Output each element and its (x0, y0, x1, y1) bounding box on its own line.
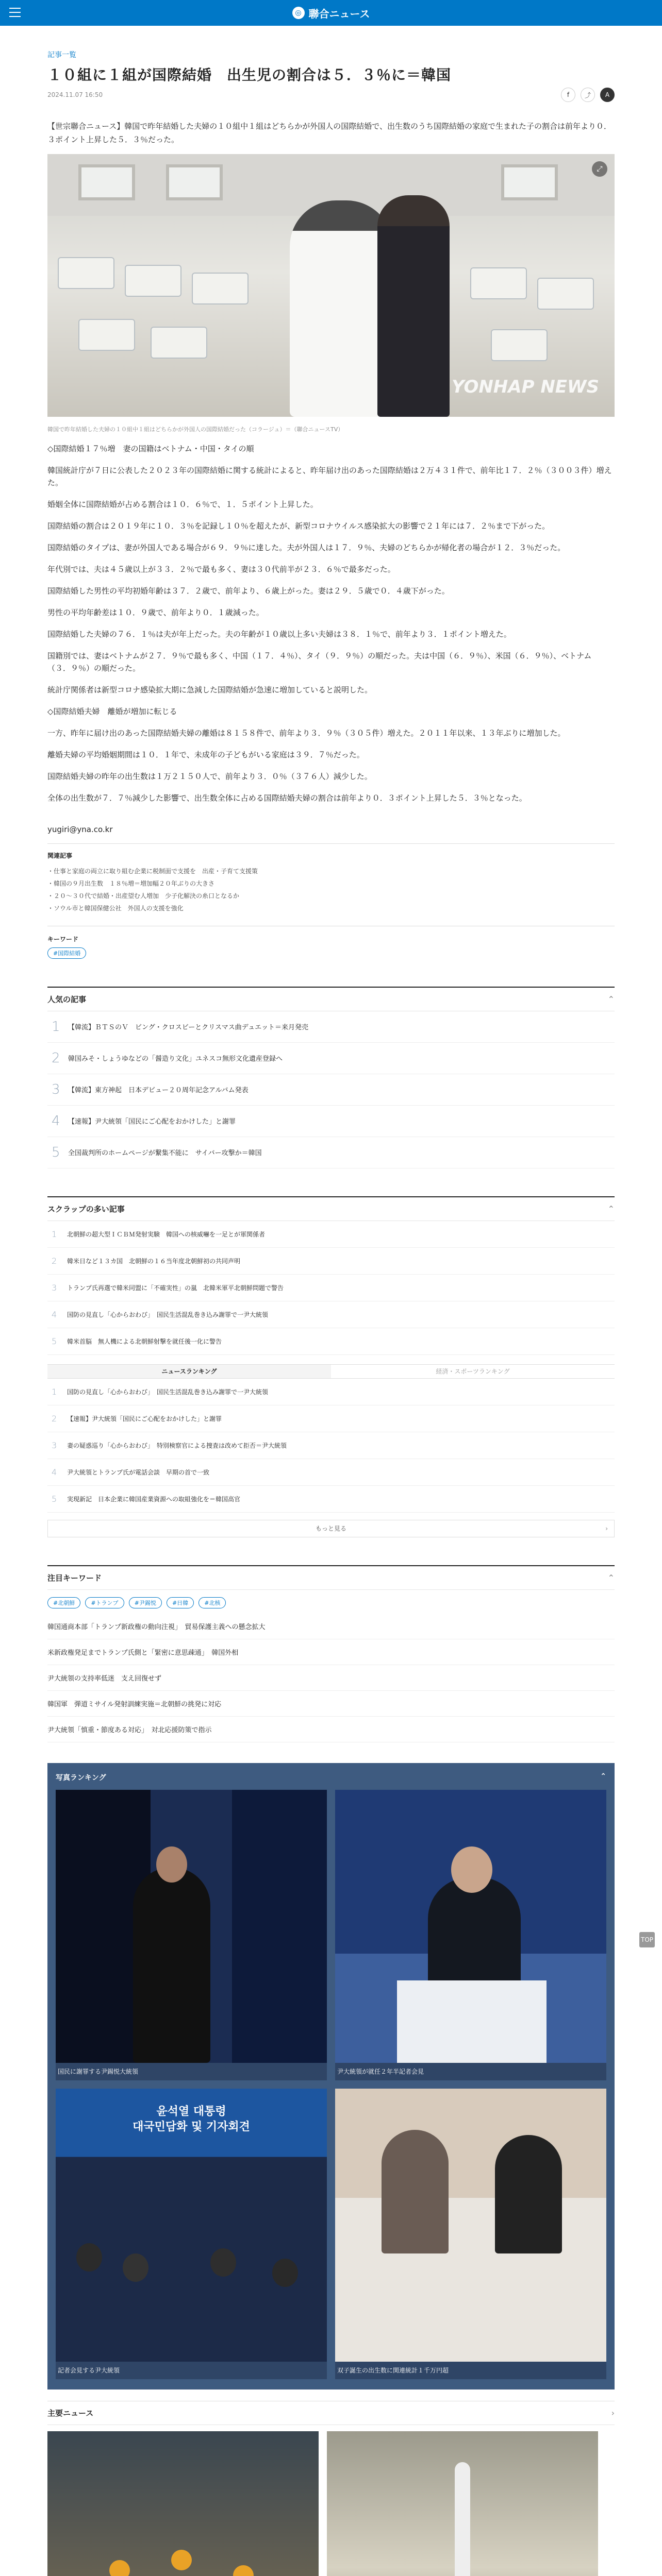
rank-text: 【韓流】ＢＴＳのＶ ビング・クロスビーとクリスマス曲デュエット＝来月発売 (68, 1024, 309, 1031)
author-email[interactable]: yugiri@yna.co.kr (47, 824, 113, 834)
article-paragraph: 国籍別では、妻はベトナムが２７．９％で最も多く、中国（１７．４％）、タイ（９．９％）の順だった。夫は中国（６．９％）、米国（６．９％）、ベトナム（３．９％）の順だった。 (47, 651, 592, 673)
rank-number: 1 (52, 1229, 57, 1239)
hero-crib (151, 327, 207, 359)
photo-caption: 国民に謝罪する尹錫悦大統領 (56, 2063, 327, 2080)
popular-item[interactable] (47, 1106, 615, 1137)
rescuer-helmet (171, 2550, 192, 2570)
scrap-item[interactable] (47, 1221, 615, 1248)
scrap-item[interactable] (47, 1248, 615, 1275)
hero-watermark: YONHAP NEWS (452, 376, 599, 397)
rank-text: トランプ氏再選で韓米同盟に「不確実性」の嵐 北韓米軍平北朝鮮問題で警告 (67, 1284, 284, 1292)
related-title: 関連記事 (47, 852, 73, 859)
article-paragraph: 韓国統計庁が７日に公表した２０２３年の国際結婚に関する統計によると、昨年届け出のあった国際結婚は２万４３１件で、前年比１７．２％（３００３件）増えた。 (47, 465, 612, 487)
article-lead: 【世宗聯合ニュース】韓国で昨年結婚した夫婦の１０組中１組はどちらかが外国人の国際結婚で、出生数のうち国際結婚の家庭で生まれた子の割合は前年より０．３ポイント上昇した５．３％だった。 (47, 122, 611, 145)
scrap-item[interactable] (47, 1328, 615, 1355)
photo-figure (133, 1867, 210, 2063)
photo-image (56, 2089, 327, 2362)
related-articles (47, 843, 615, 914)
rank-number: 2 (52, 1050, 60, 1066)
photo-image (335, 1790, 606, 2063)
rank-number: 2 (52, 1256, 57, 1266)
main-news-image (47, 2431, 319, 2576)
rank-text: 韓米日など１３カ国 北朝鮮の１６当年度北朝鮮初の共同声明 (67, 1257, 241, 1265)
article-paragraph: ◇国際結婚１７％増 妻の国籍はベトナム・中国・タイの順 (47, 444, 254, 453)
scrap-item[interactable] (47, 1301, 615, 1328)
photo-head (451, 1846, 492, 1893)
photo-card[interactable] (56, 2089, 327, 2379)
keyword-article[interactable]: 尹大統領の支持率低迷 支え回復せず (47, 1665, 615, 1691)
news-rank-item[interactable] (47, 1379, 615, 1405)
news-rank-item[interactable] (47, 1405, 615, 1432)
rank-number: 3 (52, 1081, 60, 1097)
rank-text: 妻の疑惑巡り「心からおわび」 特別検察官による捜査は改めて拒否＝尹大統領 (67, 1442, 287, 1449)
rank-text: 韓国みそ・しょうゆなどの「醤造り文化」ユネスコ無形文化遺産登録へ (68, 1055, 283, 1063)
scrap-item[interactable] (47, 1275, 615, 1301)
collapse-icon[interactable]: ⌃ (607, 994, 615, 1004)
hot-keywords (47, 1565, 615, 1742)
photo-figure (495, 2135, 562, 2253)
hero-crib (125, 265, 181, 297)
rank-number: 4 (52, 1309, 57, 1319)
hero-window (166, 164, 223, 200)
hero-groom (377, 195, 450, 417)
hero-crib (491, 329, 548, 361)
photo-card[interactable] (335, 2089, 606, 2379)
article-body (47, 443, 615, 804)
main-news-image (327, 2431, 598, 2576)
keywords-title: キーワード (47, 935, 79, 943)
article-paragraph: 国際結婚した男性の平均初婚年齢は３７．２歳で、前年より、６歳上がった。妻は２９．５歳で０．４歳下がった。 (47, 586, 450, 596)
article-paragraph: 国際結婚のタイプは、妻が外国人である場合が６９．９％に達した。夫が外国人は１７．９％、夫婦のどちらかが帰化者の場合が１２．３％だった。 (47, 543, 566, 552)
site-header (0, 0, 662, 26)
rank-text: 【韓流】東方神起 日本デビュー２０周年記念アルバム発表 (68, 1087, 249, 1094)
related-item[interactable]: ・ソウル市と韓国保健公社 外国人の支援を強化 (47, 904, 184, 912)
keyword-chip[interactable]: #国際結婚 (47, 947, 86, 959)
rank-number: 5 (52, 1494, 57, 1504)
popular-title: 人気の記事 (47, 994, 87, 1004)
main-news-card[interactable] (47, 2431, 319, 2576)
photo-image (335, 2089, 606, 2362)
rank-number: 4 (52, 1467, 57, 1477)
rank-number: 4 (52, 1113, 60, 1129)
image-caption: 韓国で昨年結婚した夫婦の１０組中１組はどちらかが外国人の国際結婚だった（コラージュ）＝（聯合ニュースTV） (47, 426, 344, 433)
chevron-right-icon[interactable]: › (611, 2408, 615, 2418)
photo-ranking (47, 1763, 615, 2389)
collapse-icon[interactable]: ⌃ (607, 1572, 615, 1583)
photo-figure (382, 2130, 449, 2253)
photo-sign-text: 윤석열 대통령 대국민담화 및 기자회견 (133, 2105, 250, 2134)
photo-image (56, 1790, 327, 2063)
font-size-icon[interactable]: A (600, 88, 615, 102)
rank-text: 韓米首脳 無人機による北朝鮮射撃を就任後一化に警告 (67, 1337, 222, 1345)
logo-icon: ◎ (292, 7, 305, 19)
photo-ranking-title: 写真ランキング (56, 1773, 106, 1782)
keyword-chip[interactable]: #北核 (198, 1597, 226, 1608)
article-paragraph: 統計庁関係者は新型コロナ感染拡大期に急減した国際結婚が急速に増加していると説明した。 (47, 685, 373, 694)
hero-crib (58, 257, 114, 289)
collapse-icon[interactable]: ⌃ (607, 1204, 615, 1214)
menu-icon[interactable] (9, 8, 21, 17)
related-item[interactable]: ・２０～３０代で結婚・出産望む人増加 少子化解決の糸口となるか (47, 892, 240, 900)
main-news-title: 主要ニュース (47, 2408, 94, 2418)
article-date: 2024.11.07 16:50 (47, 91, 103, 98)
hero-crib (470, 267, 527, 299)
news-rank-item[interactable] (47, 1459, 615, 1486)
photo-head (76, 2243, 102, 2272)
article-wrap (47, 49, 615, 2576)
article-paragraph: 婚姻全体に国際結婚が占める割合は１０．６％で、１．５ポイント上昇した。 (47, 499, 318, 509)
article-paragraph: 男性の平均年齢差は１０．９歳で、前年より０．１歳減った。 (47, 607, 264, 617)
popular-item[interactable] (47, 1137, 615, 1168)
rank-number: 2 (52, 1413, 57, 1423)
rank-text: 【速報】尹大統領「国民にご心配をおかけした」と謝罪 (68, 1118, 236, 1126)
keyword-article[interactable]: 韓国通商本部「トランプ新政権の動向注視」 貿易保護主義への懸念拡大 (47, 1614, 615, 1639)
hero-crib (78, 319, 135, 351)
scrap-articles (47, 1196, 615, 1537)
keywords (47, 926, 615, 959)
keyword-article[interactable]: 米新政権発足までトランプ氏側と「緊密に意思疎通」 韓国外相 (47, 1639, 615, 1665)
hero-crib (192, 273, 249, 304)
keyword-chip[interactable]: #尹錫悦 (129, 1597, 162, 1608)
breadcrumb[interactable]: 記事一覧 (47, 51, 76, 59)
scroll-to-top-button[interactable]: TOP (639, 1932, 655, 1947)
main-news (47, 2401, 615, 2576)
rank-number: 3 (52, 1282, 57, 1293)
article-paragraph: 国際結婚した夫婦の７６．１％は夫が年上だった。夫の年齢が１０歳以上多い夫婦は３８．１％で、前年より３．１ポイント増えた。 (47, 629, 511, 639)
article-meta (47, 88, 615, 102)
rank-text: 国防の見直し「心からおわび」 国民生活混乱巻き込み謝罪で一尹大統領 (67, 1311, 269, 1318)
news-rank-item[interactable] (47, 1486, 615, 1513)
rank-number: 3 (52, 1440, 57, 1450)
site-logo[interactable] (292, 6, 370, 21)
photo-caption: 記者会見する尹大統領 (56, 2362, 327, 2379)
article-paragraph: 一方、昨年に届け出のあった国際結婚夫婦の離婚は８１５８件で、前年より３．９％（３０５件）増えた。２０１１年以来、１３年ぶりに増加した。 (47, 728, 566, 738)
collapse-icon[interactable]: ⌃ (600, 1772, 606, 1781)
tab-news-ranking[interactable]: ニュースランキング (47, 1365, 331, 1378)
article-tools (561, 88, 615, 102)
related-item[interactable]: ・韓国の９月出生数 １８％増＝増加幅２０年ぶりの大きさ (47, 879, 215, 887)
rank-text: 北朝鮮の超大型ＩＣＢＭ発射実験 韓国への核威嚇を一足とが軍関係者 (67, 1230, 266, 1238)
popular-item[interactable] (47, 1074, 615, 1106)
hot-keywords-title: 注目キーワード (47, 1573, 102, 1583)
keyword-chip[interactable]: #トランプ (85, 1597, 124, 1608)
keyword-article[interactable]: 尹大統領「慎重・節度ある対応」 対北応援防策で指示 (47, 1717, 615, 1742)
article-paragraph: 国際結婚の割合は２０１９年に１０．３％を記録し１０％を超えたが、新型コロナウイルス感染拡大の影響で２１年には７．２％まで下がった。 (47, 521, 550, 531)
article-title: １０組に１組が国際結婚 出生児の割合は５．３％に＝韓国 (47, 66, 452, 83)
facebook-share-icon[interactable]: f (561, 88, 575, 102)
photo-caption: 双子誕生の出生数に関連統計１千万円超 (335, 2362, 606, 2379)
rescuer-helmet (233, 2565, 254, 2576)
keyword-chip[interactable]: #日韓 (167, 1597, 194, 1608)
missile-shape (455, 2462, 470, 2576)
news-rank-item[interactable] (47, 1432, 615, 1459)
tab-economy-sports-ranking[interactable]: 経済・スポーツランキング (436, 1368, 510, 1375)
rank-text: 国防の見直し「心からおわび」 国民生活混乱巻き込み謝罪で一尹大統領 (67, 1388, 269, 1396)
article-paragraph: 国際結婚夫婦の昨年の出生数は１万２１５０人で、前年より３．０％（３７６人）減少した。 (47, 771, 372, 781)
popular-item[interactable] (47, 1011, 615, 1043)
rank-number: 5 (52, 1336, 57, 1346)
article-paragraph: ◇国際結婚夫婦 離婚が増加に転じる (47, 706, 177, 716)
hero-window (78, 164, 135, 200)
keyword-article[interactable]: 韓国軍 弾道ミサイル発射訓練実施＝北朝鮮の挑発に対応 (47, 1691, 615, 1717)
rank-text: 全国裁判所のホームページが繋集不能に サイバー攻撃か＝韓国 (68, 1149, 262, 1157)
related-item[interactable]: ・仕事と家庭の両立に取り組む企業に税制面で支援を 出産・子育て支援策 (47, 867, 258, 875)
article-paragraph: 全体の出生数が７．７％減少した影響で、出生数全体に占める国際結婚夫婦の割合は前年より０．３ポイント上昇した５．３％となった。 (47, 793, 527, 803)
photo-head (210, 2248, 236, 2277)
logo-text: 聯合ニュース (308, 7, 370, 20)
ranking-tabs (47, 1364, 615, 1379)
rank-number: 5 (52, 1144, 60, 1160)
photo-podium (397, 1980, 547, 2063)
photo-card[interactable] (56, 1790, 327, 2080)
rank-text: 尹大統領とトランプ氏が電話会談 早期の首で一致 (67, 1468, 210, 1476)
rank-text: 実現新記 日本企業に韓国産業資源への取組強化を＝韓国高官 (67, 1495, 241, 1503)
article-paragraph: 離婚夫婦の平均婚姻期間は１０．１年で、未成年の子どもがいる家庭は３９．７％だった。 (47, 750, 365, 759)
hero-window (501, 164, 558, 200)
more-button[interactable]: もっと見る › (47, 1520, 615, 1537)
photo-head (272, 2259, 298, 2287)
share-icon[interactable]: ⤴ (581, 88, 595, 102)
rank-number: 1 (52, 1386, 57, 1397)
popular-item[interactable] (47, 1043, 615, 1074)
main-news-card[interactable] (327, 2431, 598, 2576)
rank-number: 1 (52, 1019, 60, 1035)
popular-articles (47, 987, 615, 1168)
photo-card[interactable] (335, 1790, 606, 2080)
scrap-title: スクラップの多い記事 (47, 1204, 125, 1214)
photo-caption: 尹大統領が就任２年半記者会見 (335, 2063, 606, 2080)
rank-text: 【速報】尹大統領「国民にご心配をおかけした」と謝罪 (67, 1415, 222, 1422)
expand-icon[interactable]: ⤢ (592, 161, 607, 177)
photo-head (156, 1846, 187, 1883)
photo-head (123, 2253, 148, 2282)
hero-crib (537, 278, 594, 310)
article-paragraph: 年代別では、夫は４５歳以上が３３．２％で最も多く、妻は３０代前半が２３．６％で最多だった。 (47, 564, 395, 574)
keyword-chip[interactable]: #北朝鮮 (47, 1597, 80, 1608)
hero-image[interactable] (47, 154, 615, 417)
rescuer-helmet (109, 2560, 130, 2576)
